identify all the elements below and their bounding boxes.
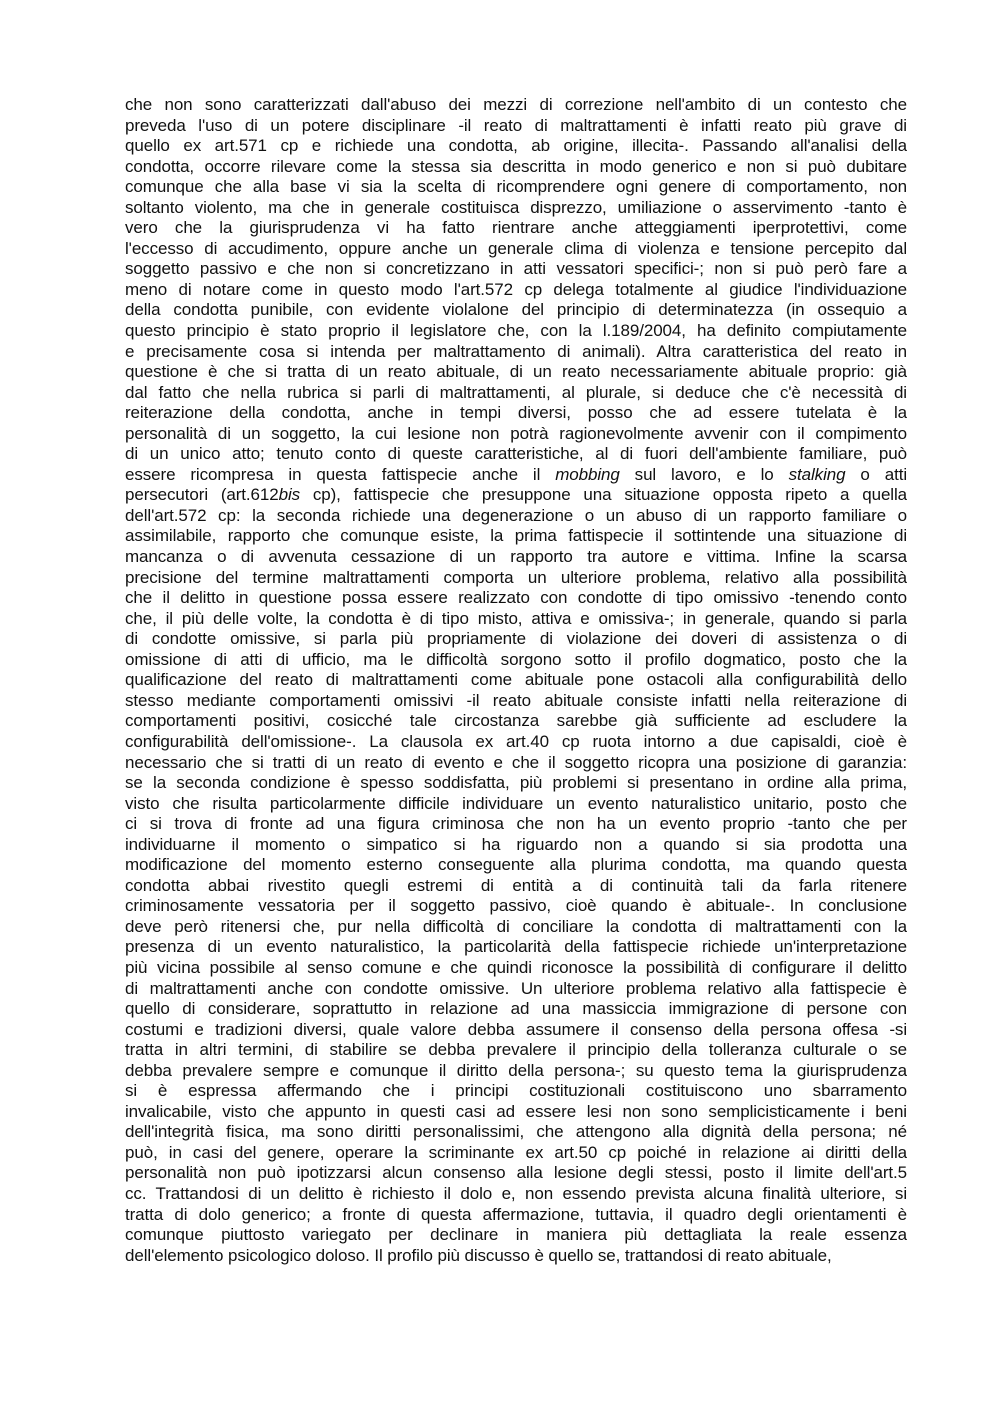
text-line bbox=[125, 321, 907, 342]
text-segment: della condotta punibile, con evidente violalone del principio di determinatezza (in ossequio a bbox=[125, 300, 907, 320]
text-segment: essere ricompresa in questa fattispecie anche il bbox=[125, 464, 556, 484]
text-segment: e precisamente cosa si intenda per maltrattamento di animali). Altra caratteristica del reato in bbox=[125, 341, 907, 361]
italic-term: stalking bbox=[788, 464, 846, 484]
text-segment: comunque piuttosto variegato per declinare in maniera più dettagliata la reale essenza bbox=[125, 1225, 907, 1245]
text-line bbox=[125, 568, 907, 589]
text-segment: che non sono caratterizzati dall'abuso dei mezzi di correzione nell'ambito di un contesto che bbox=[125, 95, 907, 114]
text-segment: debba prevalere sempre e comunque il diritto della persona-; su questo tema la giurisprudenza bbox=[125, 1060, 907, 1080]
text-segment: può, in casi del genere, operare la scriminante ex art.50 cp poiché in relazione ai diritti della bbox=[125, 1142, 907, 1162]
text-line bbox=[125, 711, 907, 732]
text-line bbox=[125, 95, 907, 116]
italic-term: mobbing bbox=[555, 464, 620, 484]
text-segment: si è espressa affermando che i principi costituzionali costituiscono uno sbarramento bbox=[125, 1081, 907, 1101]
text-line bbox=[125, 506, 907, 527]
text-segment: presenza di un evento naturalistico, la particolarità della fattispecie richiede un'interpretazione bbox=[125, 937, 907, 957]
text-line bbox=[125, 300, 907, 321]
text-segment: o atti bbox=[845, 464, 907, 484]
text-line bbox=[125, 1102, 907, 1123]
text-line bbox=[125, 116, 907, 137]
text-line bbox=[125, 937, 907, 958]
text-segment: comportamenti positivi, cosicché tale circostanza sarebbe già sufficiente ad escludere la bbox=[125, 711, 907, 731]
text-segment: di un unico atto; tenuto conto di queste caratteristiche, al di fuori dell'ambiente familiare, può bbox=[125, 444, 907, 464]
text-segment: deve però ritenersi che, pur nella difficoltà di conciliare la condotta di maltrattamenti con la bbox=[125, 916, 907, 936]
text-segment: reiterazione della condotta, anche in tempi diversi, posso che ad essere tutelata è la bbox=[125, 403, 907, 423]
text-segment: invalicabile, visto che appunto in questi casi ad essere lesi non sono semplicisticamente i beni bbox=[125, 1101, 907, 1121]
text-segment: configurabilità dell'omissione-. La clausola ex art.40 cp ruota intorno a due capisaldi, cioè è bbox=[125, 731, 907, 751]
text-segment: modificazione del momento esterno conseguente alla plurima condotta, ma quando questa bbox=[125, 855, 907, 875]
text-line bbox=[125, 629, 907, 650]
body-text bbox=[125, 95, 907, 1266]
text-line bbox=[125, 917, 907, 938]
text-segment: cc. Trattandosi di un delitto è richiesto il dolo e, non essendo prevista alcuna finalità ulteriore, si bbox=[125, 1183, 907, 1203]
text-line bbox=[125, 218, 907, 239]
text-line bbox=[125, 239, 907, 260]
text-segment: comunque che alla base vi sia la scelta di ricomprendere ogni genere di comportamento, non bbox=[125, 177, 907, 197]
text-line bbox=[125, 280, 907, 301]
text-line bbox=[125, 691, 907, 712]
text-line bbox=[125, 362, 907, 383]
text-line bbox=[125, 547, 907, 568]
text-line bbox=[125, 526, 907, 547]
text-line bbox=[125, 753, 907, 774]
italic-term: bis bbox=[278, 485, 301, 505]
text-segment: preveda l'uso di un potere disciplinare -il reato di maltrattamenti è infatti reato più grave di bbox=[125, 115, 907, 135]
text-segment: precisione del termine maltrattamenti comporta un ulteriore problema, relativo alla possibilità bbox=[125, 567, 907, 587]
text-line bbox=[125, 1081, 907, 1102]
text-line bbox=[125, 342, 907, 363]
text-line bbox=[125, 198, 907, 219]
text-line bbox=[125, 136, 907, 157]
text-line bbox=[125, 465, 907, 486]
text-segment: assimilabile, rapporto che comunque esiste, la prima fattispecie il sottintende una situazione di bbox=[125, 526, 907, 546]
text-segment: necessario che si tratti di un reato di evento e che il soggetto ricopra una posizione di garanzia: bbox=[125, 752, 907, 772]
text-segment: personalità non può ipotizzarsi alcun consenso alla lesione degli stessi, posto il limite dell'art.5 bbox=[125, 1163, 907, 1183]
text-segment: di maltrattamenti anche con condotte omissive. Un ulteriore problema relativo alla fattispecie è bbox=[125, 978, 907, 998]
text-segment: l'eccesso di accudimento, oppure anche un generale clima di violenza e tensione percepito dal bbox=[125, 238, 907, 258]
text-segment: se la seconda condizione è spesso soddisfatta, più problemi si presentano in ordine alla prima, bbox=[125, 773, 907, 793]
text-segment: qualificazione del reato di maltrattamenti come abituale pone ostacoli alla configurabilità dello bbox=[125, 670, 907, 690]
text-segment: cp), fattispecie che presuppone una situazione opposta ripeto a quella bbox=[300, 485, 907, 505]
text-line bbox=[125, 958, 907, 979]
text-line bbox=[125, 177, 907, 198]
text-line bbox=[125, 876, 907, 897]
text-line bbox=[125, 979, 907, 1000]
text-segment: dal fatto che nella rubrica si parli di maltrattamenti, al plurale, si deduce che c'è necessità di bbox=[125, 382, 907, 402]
text-line bbox=[125, 855, 907, 876]
text-segment: soggetto passivo e che non si concretizzano in atti vessatori specifici-; non si può però fare a bbox=[125, 259, 907, 279]
text-line bbox=[125, 157, 907, 178]
text-segment: tratta di dolo generico; a fronte di questa affermazione, tuttavia, il quadro degli orientamenti è bbox=[125, 1204, 907, 1224]
text-segment: costumi e tradizioni diversi, quale valore debba assumere il consenso della persona offesa -si bbox=[125, 1019, 907, 1039]
text-segment: più vicina possibile al senso comune e che quindi riconosce la possibilità di configurare il delitto bbox=[125, 957, 907, 977]
text-line bbox=[125, 896, 907, 917]
text-line bbox=[125, 732, 907, 753]
text-line bbox=[125, 403, 907, 424]
text-segment: dell'integrità fisica, ma sono diritti personalissimi, che attengono alla dignità della persona; né bbox=[125, 1122, 907, 1142]
text-line bbox=[125, 259, 907, 280]
text-segment: stesso mediante comportamenti omissivi -il reato abituale consiste infatti nella reiterazione di bbox=[125, 690, 907, 710]
text-line bbox=[125, 814, 907, 835]
text-segment: quello di considerare, soprattutto in relazione ad una massiccia immigrazione di persone con bbox=[125, 999, 907, 1019]
text-line bbox=[125, 794, 907, 815]
text-segment: mancanza o di avvenuta cessazione di un rapporto tra autore e vittima. Infine la scarsa bbox=[125, 547, 907, 567]
text-line bbox=[125, 1061, 907, 1082]
text-segment: criminosamente vessatoria per il soggetto passivo, cioè quando è abituale-. In conclusione bbox=[125, 896, 907, 916]
text-segment: tratta in altri termini, di stabilire se debba prevalere il principio della tolleranza culturale o se bbox=[125, 1040, 907, 1060]
text-line bbox=[125, 424, 907, 445]
text-segment: soltanto violento, ma che in generale costituisca disprezzo, umiliazione o asservimento -tanto è bbox=[125, 197, 907, 217]
text-segment: dell'art.572 cp: la seconda richiede una degenerazione o un abuso di un rapporto familiare o bbox=[125, 505, 907, 525]
text-line bbox=[125, 485, 907, 506]
text-segment: persecutori (art.612 bbox=[125, 485, 279, 505]
text-segment: vero che la giurisprudenza vi ha fatto rientrare anche atteggiamenti iperprotettivi, come bbox=[125, 218, 907, 238]
text-segment: visto che risulta particolarmente difficile individuare un evento naturalistico unitario, posto che bbox=[125, 793, 907, 813]
text-segment: individuarne il momento o simpatico si ha riguardo non a quando si sia prodotta una bbox=[125, 834, 907, 854]
text-line bbox=[125, 1163, 907, 1184]
text-line bbox=[125, 383, 907, 404]
text-line bbox=[125, 1225, 907, 1246]
text-line bbox=[125, 1184, 907, 1205]
text-line bbox=[125, 588, 907, 609]
text-segment: sul lavoro, e lo bbox=[619, 464, 789, 484]
text-line bbox=[125, 773, 907, 794]
text-segment: questo principio è stato proprio il legislatore che, con la l.189/2004, ha definito compiutamente bbox=[125, 321, 907, 341]
text-line bbox=[125, 835, 907, 856]
text-segment: meno di notare come in questo modo l'art.572 cp delega totalmente al giudice l'individuazione bbox=[125, 279, 907, 299]
text-line bbox=[125, 444, 907, 465]
text-line bbox=[125, 1205, 907, 1226]
text-segment: personalità di un soggetto, la cui lesione non potrà ragionevolmente avvenir con il compimento bbox=[125, 423, 907, 443]
text-segment: che il delitto in questione possa essere realizzato con condotte di tipo omissivo -tenendo conto bbox=[125, 588, 907, 608]
text-segment: questione è che si tratta di un reato abituale, di un reato necessariamente abituale proprio: già bbox=[125, 362, 907, 382]
text-line bbox=[125, 1122, 907, 1143]
text-segment: omissione di atti di ufficio, ma le difficoltà sorgono sotto il profilo dogmatico, posto che la bbox=[125, 649, 907, 669]
text-line bbox=[125, 1143, 907, 1164]
text-segment: quello ex art.571 cp e richiede una condotta, ab origine, illecita-. Passando all'analisi della bbox=[125, 136, 907, 156]
text-line bbox=[125, 999, 907, 1020]
text-line bbox=[125, 1040, 907, 1061]
text-line bbox=[125, 609, 907, 630]
text-line bbox=[125, 650, 907, 671]
text-segment: condotta abbai rivestito quegli estremi di entità a di continuità tali da farla ritenere bbox=[125, 875, 907, 895]
text-segment: che, il più delle volte, la condotta è di tipo misto, attiva e omissiva-; in generale, quando si parla bbox=[125, 608, 907, 628]
text-segment: condotta, occorre rilevare come la stessa sia descritta in modo generico e non si può dubitare bbox=[125, 156, 907, 176]
text-segment: di condotte omissive, si parla più propriamente di violazione dei doveri di assistenza o di bbox=[125, 629, 907, 649]
text-line bbox=[125, 1246, 907, 1267]
text-segment: dell'elemento psicologico doloso. Il profilo più discusso è quello se, trattandosi di reato abituale, bbox=[125, 1245, 832, 1265]
text-segment: ci si trova di fronte ad una figura criminosa che non ha un evento proprio -tanto che per bbox=[125, 814, 907, 834]
text-line bbox=[125, 1020, 907, 1041]
text-line bbox=[125, 670, 907, 691]
